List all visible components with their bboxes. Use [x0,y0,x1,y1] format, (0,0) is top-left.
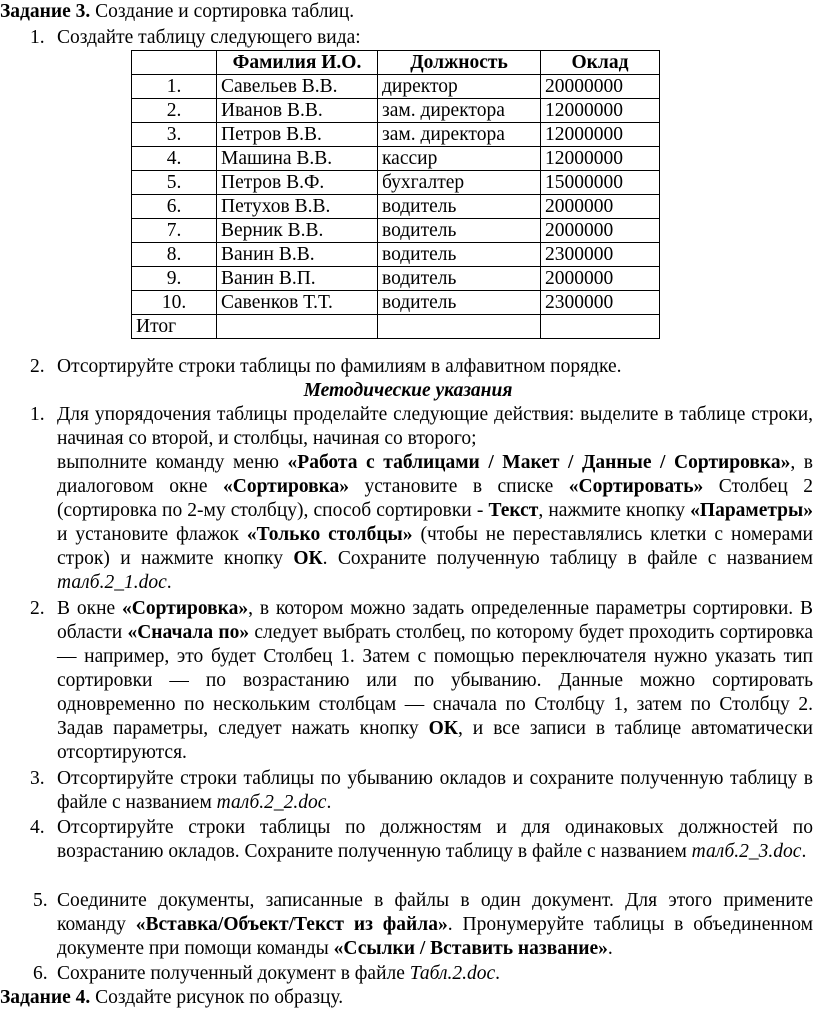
salary-cell: 2300000 [541,243,660,267]
name-cell: Петров В.В. [217,123,378,147]
table-row [132,291,660,315]
table-row [132,147,660,171]
position-cell: водитель [378,267,541,291]
table-total-row [132,315,660,339]
empty-cell [217,315,378,339]
header-salary: Оклад [541,51,660,75]
row-number-cell: 1. [132,75,217,99]
row-number-cell: 8. [132,243,217,267]
method1-number: 1. [30,404,45,425]
salary-cell: 15000000 [541,171,660,195]
table-row [132,75,660,99]
method6-paragraph: Сохраните полученный документ в файле Табл.2.doc. [57,963,501,984]
empty-cell [378,315,541,339]
row-number-cell: 10. [132,291,217,315]
salary-table [131,50,660,339]
name-cell: Петров В.Ф. [217,171,378,195]
row-number-cell: 7. [132,219,217,243]
header-number [132,51,217,75]
table-row [132,219,660,243]
salary-cell: 20000000 [541,75,660,99]
task3-title: Создание и сортировка таблиц. [90,1,355,22]
method4-number: 4. [30,817,45,838]
name-cell: Петухов В.В. [217,195,378,219]
salary-cell: 12000000 [541,123,660,147]
method4-paragraph: Отсортируйте строки таблицы по должностям и для одинаковых должностей по возрастанию окладов. Сохраните полученную таблицу в файле с названием талб.2_3.doc. [57,817,813,862]
position-cell: водитель [378,291,541,315]
table-row [132,99,660,123]
method2-paragraph: В окне «Сортировка», в котором можно задать определенные параметры сортировки. В области «Сначала по» следует выбрать столбец, по которому будет проходить сортировка — например, это будет Столбец 1. Затем с помощью переключателя нужно указать тип сортировки — по возрастанию или по убыванию. Данные можно сортировать одновременно по нескольким столбцам — сначала по Столбцу 1, затем по Столбцу 2. Задав параметры, следует нажать кнопку ОК, и все записи в таблице автоматически отсортируются. [57,598,814,763]
position-cell: зам. директора [378,123,541,147]
step1-text: Создайте таблицу следующего вида: [57,27,361,48]
table-header-row [132,51,660,75]
position-cell: кассир [378,147,541,171]
salary-cell: 2000000 [541,195,660,219]
name-cell: Иванов В.В. [217,99,378,123]
empty-cell [541,315,660,339]
method6-number: 6. [33,963,48,984]
step1-number: 1. [30,27,45,48]
row-number-cell: 9. [132,267,217,291]
task3-heading [0,0,354,24]
header-position: Должность [378,51,541,75]
row-number-cell: 2. [132,99,217,123]
salary-cell: 12000000 [541,147,660,171]
name-cell: Машина В.В. [217,147,378,171]
salary-cell: 2000000 [541,219,660,243]
method5-number: 5. [33,890,48,911]
table-row [132,123,660,147]
method3-number: 3. [30,768,45,789]
name-cell: Ванин В.В. [217,243,378,267]
table-row [132,267,660,291]
name-cell: Савенков Т.Т. [217,291,378,315]
method2-number: 2. [30,598,45,619]
table-row [132,195,660,219]
position-cell: водитель [378,195,541,219]
position-cell: зам. директора [378,99,541,123]
salary-cell: 2000000 [541,267,660,291]
task4-title: Создайте рисунок по образцу. [90,987,344,1008]
table-row [132,171,660,195]
method1-text-b: выполните команду меню «Работа с таблицами / Макет / Данные / Сортировка», в диалоговом окне «Сортировка» установите в списке «Сортировать» Столбец 2 (сортировка по 2-му столбцу), способ сортировки - Текст, нажмите кнопку «Параметры» и установите флажок «Только столбцы» (чтобы не переставлялись клетки с номерами строк) и нажмите кнопку ОК. Сохраните полученную таблицу в файле с названием талб.2_1.doc. [57,452,813,593]
header-name: Фамилия И.О. [217,51,378,75]
method1-text-a: Для упорядочения таблицы проделайте следующие действия: выделите в таблице строки, начиная со второй, и столбцы, начиная со второго; [57,404,813,449]
row-number-cell: 3. [132,123,217,147]
table-row [132,243,660,267]
salary-cell: 12000000 [541,99,660,123]
name-cell: Ванин В.П. [217,267,378,291]
position-cell: бухгалтер [378,171,541,195]
task4-label: Задание 4. [0,987,91,1008]
total-label-cell: Итог [132,315,217,339]
position-cell: водитель [378,243,541,267]
method5-paragraph: Соедините документы, записанные в файлы в один документ. Для этого примените команду «Вставка/Объект/Текст из файла». Пронумеруйте таблицы в объединенном документе при помощи команды «Ссылки / Вставить название». [57,890,813,959]
method3-paragraph: Отсортируйте строки таблицы по убыванию окладов и сохраните полученную таблицу в файле с названием талб.2_2.doc. [57,768,813,813]
name-cell: Савельев В.В. [217,75,378,99]
salary-cell: 2300000 [541,291,660,315]
row-number-cell: 5. [132,171,217,195]
row-number-cell: 6. [132,195,217,219]
methods-title: Методические указания [303,380,513,401]
table-body [132,75,660,339]
step2-text: Отсортируйте строки таблицы по фамилиям в алфавитном порядке. [57,356,622,377]
position-cell: директор [378,75,541,99]
position-cell: водитель [378,219,541,243]
method1-paragraph [57,403,813,595]
task3-label: Задание 3. [0,1,91,22]
row-number-cell: 4. [132,147,217,171]
task4-heading [0,986,343,1010]
name-cell: Верник В.В. [217,219,378,243]
step2-number: 2. [30,356,45,377]
